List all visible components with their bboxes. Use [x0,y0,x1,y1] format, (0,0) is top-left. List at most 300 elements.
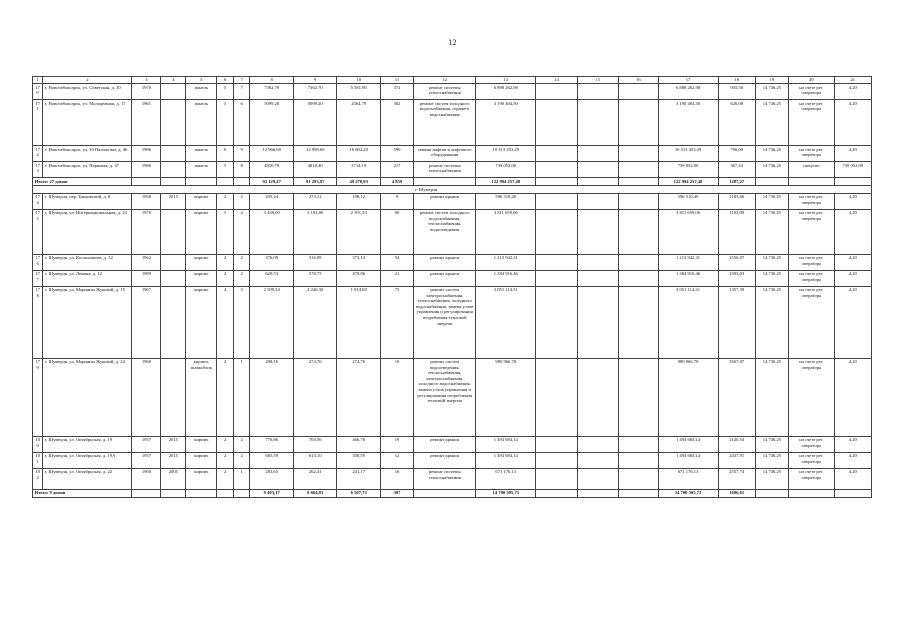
total-cost-cell: 671 176,13 [658,468,718,489]
table-row [33,358,872,436]
repair-cost-cell: 1 384 916,46 [476,270,536,286]
entrances-cell: 7 [233,84,250,100]
repair-cost-cell: 3 190 404,50 [476,100,536,146]
table-row [33,286,872,358]
residents-cell: 10 [380,358,413,436]
col-15-cell [577,286,618,358]
limit-cost-cell: 14 736,25 [755,286,788,358]
year-repaired-cell [161,100,186,146]
funding-method-cell: на счете рег. оператора [788,146,834,162]
floors-cell: 2 [217,254,234,270]
term-value-cell: 4,20 [834,193,871,209]
total-area-cell: 5099,20 [250,100,294,146]
living-area-cell: 316,09 [293,254,337,270]
cost-per-m2-cell: 2556,07 [718,254,755,270]
col-14-cell [536,193,577,209]
floors-cell: 2 [217,436,234,452]
floors-cell: 5 [217,209,234,254]
residents-cell: 590 [380,146,413,162]
repair-cost-cell: 6 888 262,98 [476,84,536,100]
city-heading: г. Шумерля [414,186,872,194]
limit-cost-cell: 14 736,25 [755,146,788,162]
col-15-cell [577,254,618,270]
table-row [33,270,872,286]
living-area-cell: 578,75 [293,270,337,286]
floors-cell: 5 [217,84,234,100]
address-cell: г. Шумерля, ул. Мариины Жуковой, д. 15 [43,286,132,358]
total-cost-cell: 1 494 684,14 [658,436,718,452]
cost-per-m2-cell: 3567,07 [718,358,755,436]
repair-cost-cell: 3 811 659,06 [476,209,536,254]
work-type-cell: ремонт крыши [414,193,476,209]
limit-cost-cell: 14 736,25 [755,84,788,100]
wall-material-cell: кирпич [186,452,217,468]
year-repaired-cell [161,270,186,286]
residents-cell: 54 [380,254,413,270]
residential-area-cell: 10 802,20 [337,146,381,162]
col-number: 11 [380,77,413,84]
funding-method-cell: на счете рег. оператора [788,270,834,286]
term-value-cell: 4,20 [834,84,871,100]
floors-cell: 2 [217,193,234,209]
year-repaired-cell [161,84,186,100]
total-row-shumerlya [33,489,872,497]
col-number: 9 [293,77,337,84]
col-number: 1 [33,77,43,84]
total-cost-cell: 596 510,40 [658,193,718,209]
col-14-cell [536,162,577,178]
col-15-cell [577,193,618,209]
residential-area-cell: 198,12 [337,193,381,209]
living-area-cell: 262,41 [293,468,337,489]
residential-area-cell: 373,14 [337,254,381,270]
table-row [33,193,872,209]
total-cost-cell: 3 190 404,50 [658,100,718,146]
total-residents: 4 859 [380,178,413,186]
total-per-m2: 1696,61 [718,489,755,497]
rows-shumerlya [33,193,872,489]
total-cost-cell: 6 888 262,98 [658,84,718,100]
row-number-cell: 181 [33,452,43,468]
year-repaired-cell [161,146,186,162]
work-type-cell: замена лифтов и лифтового оборудования [414,146,476,162]
entrances-cell: 2 [233,270,250,286]
wall-material-cell: кирпич [186,209,217,254]
col-14-cell [536,254,577,270]
living-area-cell: 704,56 [293,436,337,452]
col-number: 18 [718,77,755,84]
col-number: 6 [217,77,234,84]
total-area-1: 92 129,27 [250,178,294,186]
wall-material-cell: кирпич [186,286,217,358]
residential-area-cell: 241,17 [337,468,381,489]
residents-cell: 372 [380,84,413,100]
col-14-cell [536,452,577,468]
year-built-cell: 1980 [132,162,161,178]
residential-area-cell: 358,59 [337,452,381,468]
address-cell: г. Новочебоксарск, ул. 10 Пятилетки, д. 46 [43,146,132,162]
col-15-cell [577,162,618,178]
entrances-cell: 2 [233,193,250,209]
year-built-cell: 1986 [132,146,161,162]
entrances-cell: 2 [233,436,250,452]
row-number-cell: 172 [33,146,43,162]
year-built-cell: 1961 [132,100,161,146]
total-area-cell: 776,86 [250,436,294,452]
funding-method-cell: на счете рег. оператора [788,358,834,436]
col-number: 13 [476,77,536,84]
floors-cell: 2 [217,358,234,436]
address-cell: г. Новочебоксарск, ул. Молодежная, д. 17 [43,100,132,146]
cost-per-m2-cell: 2393,03 [718,270,755,286]
col-14-cell [536,209,577,254]
total-label: Итого: 27 домов [33,178,132,186]
col-16-cell [619,84,658,100]
limit-cost-cell: 14 736,25 [755,209,788,254]
year-built-cell: 1989 [132,270,161,286]
row-number-cell: 175 [33,209,43,254]
entrances-cell: 1 [233,358,250,436]
funding-method-cell: на счете рег. оператора [788,286,834,358]
cost-per-m2-cell: 1193,09 [718,209,755,254]
total-area-3: 49 270,93 [337,178,381,186]
col-15-cell [577,146,618,162]
total-area-cell: 4850,70 [250,162,294,178]
row-number-cell: 178 [33,286,43,358]
term-value-cell: 4,20 [834,286,871,358]
col-15-cell [577,452,618,468]
total-sum: 122 994 257,48 [658,178,718,186]
cost-per-m2-cell: 2437,91 [718,452,755,468]
living-area-cell: 2 246,30 [293,286,337,358]
col-number: 4 [161,77,186,84]
total-area-cell: 2 599,34 [250,286,294,358]
table-row [33,100,872,146]
work-type-cell: ремонт системы теплоснабжения [414,162,476,178]
residential-area-cell: 479,86 [337,270,381,286]
total-area-cell: 620,53 [250,270,294,286]
address-cell: г. Шумерля, ул. Мариины Жуковой, д. 24 [43,358,132,436]
year-built-cell: 1970 [132,209,161,254]
year-repaired-cell: 2005 [161,468,186,489]
limit-cost-cell: 14 736,25 [755,468,788,489]
term-value-cell: 4,20 [834,468,871,489]
term-value-cell: 4,20 [834,209,871,254]
col-14-cell [536,146,577,162]
col-15-cell [577,436,618,452]
residential-area-cell: 466,76 [337,436,381,452]
limit-cost-cell: 14 736,25 [755,436,788,452]
limit-cost-cell: 14 736,25 [755,358,788,436]
col-16-cell [619,100,658,146]
work-type-cell: ремонт систем холодного водоснабжения, горячего водоснабжения [414,100,476,146]
year-built-cell: 1957 [132,452,161,468]
repair-cost-cell: 1 494 684,14 [476,452,536,468]
total-cost-cell: 3 811 659,06 [658,209,718,254]
col-16-cell [619,270,658,286]
year-repaired-cell: 2015 [161,452,186,468]
total-area-cell: 295,24 [250,193,294,209]
table-row [33,436,872,452]
year-repaired-cell: 2015 [161,193,186,209]
table-row [33,209,872,254]
col-number: 8 [250,77,294,84]
col-number: 17 [658,77,718,84]
col-16-cell [619,193,658,209]
cost-per-m2-cell: 2557,74 [718,468,755,489]
total-area-3: 6 507,73 [337,489,381,497]
col-number: 19 [755,77,788,84]
total-area-cell: 685,59 [250,452,294,468]
address-cell: г. Шумерля, ул. Октябрьская, д. 19А [43,452,132,468]
total-cost-cell: 10 313 453,29 [658,146,718,162]
total-cost-cell: 739 052,00 [658,162,718,178]
cost-per-m2-cell: 367,43 [718,162,755,178]
col-number: 16 [619,77,658,84]
limit-cost-cell: 14 736,25 [755,254,788,270]
col-16-cell [619,468,658,489]
col-14-cell [536,286,577,358]
work-type-cell: ремонт крыши [414,270,476,286]
repair-cost-cell: 10 313 453,29 [476,146,536,162]
year-built-cell: 1970 [132,84,161,100]
work-type-cell: ремонт системы теплоснабжения [414,84,476,100]
residential-area-cell: 2564,79 [337,100,381,146]
col-15-cell [577,209,618,254]
total-residents: 307 [380,489,413,497]
col-number: 20 [788,77,834,84]
col-15-cell [577,468,618,489]
year-built-cell: 1962 [132,254,161,270]
address-cell: г. Шумерля, ул. Интернациональная, д. 24 [43,209,132,254]
col-16-cell [619,358,658,436]
term-value-cell: 4,20 [834,270,871,286]
total-area-cell: 376,09 [250,254,294,270]
col-16-cell [619,452,658,468]
cost-per-m2-cell: 2183,66 [718,193,755,209]
row-number-cell: 182 [33,468,43,489]
col-14-cell [536,84,577,100]
year-repaired-cell: 2015 [161,436,186,452]
funding-method-cell: на счете рег. оператора [788,254,834,270]
col-14-cell [536,436,577,452]
col-number: 12 [414,77,476,84]
total-cost-cell: 1 213 942,31 [658,254,718,270]
year-built-cell: 1967 [132,286,161,358]
residential-area-cell: 2 591,53 [337,209,381,254]
row-number-cell: 179 [33,358,43,436]
cost-per-m2-cell: 796,00 [718,146,755,162]
table-row [33,162,872,178]
work-type-cell: ремонт крыши [414,452,476,468]
col-number: 2 [43,77,132,84]
limit-cost-cell: 14 736,25 [755,452,788,468]
col-16-cell [619,436,658,452]
term-value-cell: 4,20 [834,358,871,436]
cost-per-m2-cell: 2120,54 [718,436,755,452]
address-cell: г. Шумерля, ул. Октябрьская, д. 22 [43,468,132,489]
work-type-cell: ремонт крыши [414,254,476,270]
residents-cell: 12 [380,452,413,468]
total-area-cell: 7362,70 [250,84,294,100]
year-repaired-cell [161,358,186,436]
wall-material-cell: панель [186,162,217,178]
col-15-cell [577,84,618,100]
funding-method-cell: на счете рег. оператора [788,209,834,254]
entrances-cell: 8 [233,162,250,178]
residents-cell: 19 [380,436,413,452]
column-number-row [33,77,872,84]
total-area-cell: 12 966,60 [250,146,294,162]
living-area-cell: 4818,40 [293,162,337,178]
cost-per-m2-cell: 1357,39 [718,286,755,358]
repair-cost-cell: 1 494 684,14 [476,436,536,452]
residents-cell: 75 [380,286,413,358]
page-number: 12 [448,38,457,47]
year-repaired-cell [161,286,186,358]
total-area-cell: 298,16 [250,358,294,436]
living-area-cell: 3 194,80 [293,209,337,254]
residents-cell: 9 [380,193,413,209]
wall-material-cell: кирпич [186,468,217,489]
entrances-cell: 4 [233,209,250,254]
total-area-cell: 283,65 [250,468,294,489]
row-number-cell: 170 [33,84,43,100]
repair-cost-cell: 1 213 942,31 [476,254,536,270]
cost-per-m2-cell: 626,08 [718,100,755,146]
total-cost-cell: 1 494 684,14 [658,452,718,468]
entrances-cell: 3 [233,286,250,358]
total-area-cell: 3 430,00 [250,209,294,254]
entrances-cell: 2 [233,452,250,468]
col-number: 7 [233,77,250,84]
term-value-cell: 4,20 [834,254,871,270]
term-value-cell: 4,20 [834,452,871,468]
living-area-cell: 12 958,69 [293,146,337,162]
term-value-cell: 4,20 [834,436,871,452]
address-cell: г. Шумерля, пер. Банковский, д. 8 [43,193,132,209]
floors-cell: 2 [217,452,234,468]
entrances-cell: 1 [233,468,250,489]
residents-cell: 16 [380,468,413,489]
residential-area-cell: 5 581,90 [337,84,381,100]
col-15-cell [577,270,618,286]
limit-cost-cell: 14 736,25 [755,193,788,209]
limit-cost-cell: 14 736,25 [755,162,788,178]
residential-area-cell: 1 914,69 [337,286,381,358]
work-type-cell: ремонт систем электроснабжения, теплоснабжения, холодного водоснабжения, замена узлов управления и регулирования потребления тепловой энергии [414,286,476,358]
year-repaired-cell [161,162,186,178]
col-15-cell [577,358,618,436]
funding-method-cell: на счете рег. оператора [788,100,834,146]
col-number: 3 [132,77,161,84]
col-14-cell [536,100,577,146]
total-label: Итого: 9 домов [33,489,132,497]
year-built-cell: 1958 [132,193,161,209]
living-area-cell: 7362,70 [293,84,337,100]
table-row [33,84,872,100]
floors-cell: 2 [217,468,234,489]
col-number: 5 [186,77,217,84]
total-sum: 14 700 505,73 [658,489,718,497]
total-per-m2: 1287,27 [718,178,755,186]
wall-material-cell: кирпич, шлакоблок [186,358,217,436]
col-16-cell [619,162,658,178]
table-row [33,452,872,468]
address-cell: г. Шумерля, ул. Ленина, д. 12 [43,270,132,286]
total-cost: 122 994 257,48 [476,178,536,186]
col-14-cell [536,468,577,489]
repair-cost-cell: 671 176,13 [476,468,536,489]
term-value-cell: 4,20 [834,146,871,162]
housing-repair-table [32,76,872,498]
year-repaired-cell [161,209,186,254]
repair-cost-cell: 980 966,78 [476,358,536,436]
floors-cell: 6 [217,146,234,162]
total-cost-cell: 980 966,78 [658,358,718,436]
wall-material-cell: кирпич [186,270,217,286]
funding-method-cell: на счете рег. оператора [788,193,834,209]
repair-cost-cell: 3 051 114,31 [476,286,536,358]
year-repaired-cell [161,254,186,270]
funding-method-cell: на счете рег. оператора [788,452,834,468]
work-type-cell: ремонт крыши [414,436,476,452]
table-row [33,146,872,162]
wall-material-cell: панель [186,146,217,162]
wall-material-cell: панель [186,100,217,146]
table-row [33,254,872,270]
col-15-cell [577,100,618,146]
col-16-cell [619,254,658,270]
entrances-cell: 9 [233,146,250,162]
year-built-cell: 1960 [132,468,161,489]
col-number: 15 [577,77,618,84]
residential-area-cell: 3714,19 [337,162,381,178]
funding-method-cell: спецсчет [788,162,834,178]
total-cost-cell: 3 051 114,31 [658,286,718,358]
work-type-cell: ремонт систем холодного водоснабжения, теплоснабжения, водоотведения [414,209,476,254]
floors-cell: 2 [217,270,234,286]
limit-cost-cell: 14 736,25 [755,100,788,146]
row-number-cell: 171 [33,100,43,146]
col-16-cell [619,146,658,162]
limit-cost-cell: 14 736,25 [755,270,788,286]
living-area-cell: 273,12 [293,193,337,209]
total-row-novocheboksarsk [33,178,872,186]
col-number: 14 [536,77,577,84]
term-value-cell: 4,20 [834,100,871,146]
address-cell: г. Новочебоксарск, ул. Советская, д. 30 [43,84,132,100]
col-14-cell [536,358,577,436]
work-type-cell: ремонт системы теплоснабжения [414,468,476,489]
total-area-2: 91 293,97 [293,178,337,186]
funding-method-cell: на счете рег. оператора [788,84,834,100]
living-area-cell: 274,76 [293,358,337,436]
living-area-cell: 613,10 [293,452,337,468]
address-cell: г. Новочебоксарск, ул. Парковая, д. 47 [43,162,132,178]
residents-cell: 217 [380,162,413,178]
total-area-2: 8 664,81 [293,489,337,497]
total-cost-cell: 1 384 916,46 [658,270,718,286]
term-value-cell: 739 052,00 [834,162,871,178]
rows-novocheboksarsk [33,84,872,178]
address-cell: г. Шумерля, ул. Октябрьская, д. 19 [43,436,132,452]
col-16-cell [619,286,658,358]
work-type-cell: ремонт систем водоотведения, теплоснабжения, электроснабжения, холодного водоснабжения, замена узлов управления и регулирования потребления тепловой энергии [414,358,476,436]
wall-material-cell: панель [186,84,217,100]
floors-cell: 5 [217,162,234,178]
funding-method-cell: на счете рег. оператора [788,468,834,489]
